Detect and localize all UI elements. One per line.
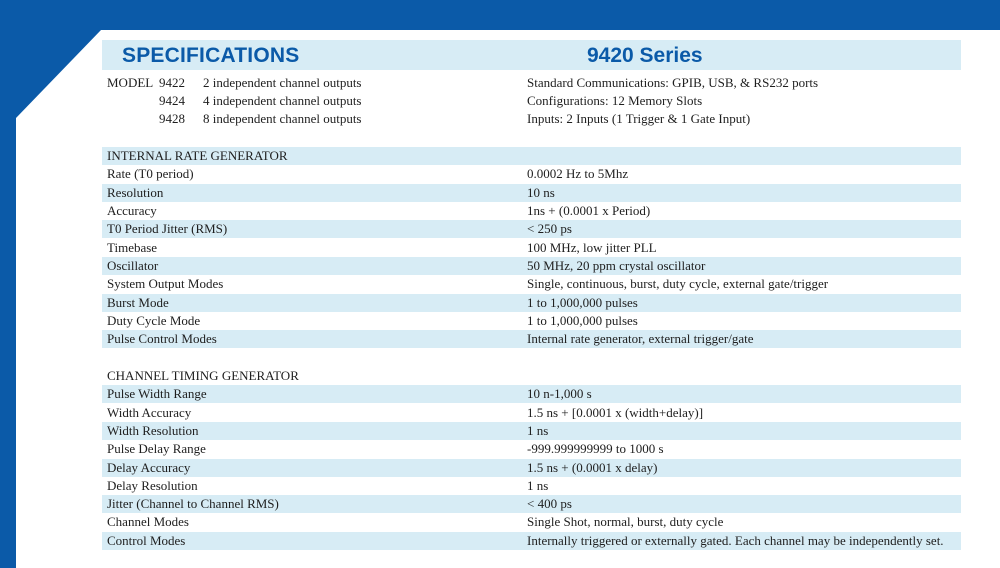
spec-value: Internal rate generator, external trigger/gate xyxy=(527,331,754,346)
model-number: 9422 xyxy=(159,75,185,90)
spec-label: Width Resolution xyxy=(107,423,199,438)
spec-label: Accuracy xyxy=(107,203,157,218)
spec-value: 100 MHz, low jitter PLL xyxy=(527,240,657,255)
section-heading-rate-generator xyxy=(102,147,961,165)
spec-value: 1 ns xyxy=(527,423,549,438)
spec-value: 1 to 1,000,000 pulses xyxy=(527,313,638,328)
model-number: 9424 xyxy=(159,93,185,108)
spec-row xyxy=(102,312,961,330)
spec-label: Duty Cycle Mode xyxy=(107,313,201,328)
spec-value: < 250 ps xyxy=(527,221,572,236)
spec-row xyxy=(102,330,961,348)
spec-row xyxy=(102,459,961,477)
spec-label: Width Accuracy xyxy=(107,405,192,420)
configurations-note: Configurations: 12 Memory Slots xyxy=(527,93,703,108)
spec-label: Rate (T0 period) xyxy=(107,166,194,181)
spec-value: 1 to 1,000,000 pulses xyxy=(527,295,638,310)
spec-row xyxy=(102,422,961,440)
spec-label: Resolution xyxy=(107,185,164,200)
spec-value: 10 ns xyxy=(527,185,555,200)
spec-row xyxy=(102,239,961,257)
section-heading-label: CHANNEL TIMING GENERATOR xyxy=(107,368,299,383)
page-title: SPECIFICATIONS xyxy=(122,44,300,67)
spec-row xyxy=(102,404,961,422)
spec-value: Internally triggered or externally gated. Each channel may be independently set. xyxy=(527,533,944,548)
spec-row xyxy=(102,294,961,312)
spec-label: Delay Resolution xyxy=(107,478,198,493)
spec-label: Pulse Width Range xyxy=(107,386,207,401)
spec-value: 10 n-1,000 s xyxy=(527,386,592,401)
spec-row xyxy=(102,165,961,183)
spec-value: 1ns + (0.0001 x Period) xyxy=(527,203,651,218)
spec-value: 1.5 ns + [0.0001 x (width+delay)] xyxy=(527,405,704,420)
spec-value: 50 MHz, 20 ppm crystal oscillator xyxy=(527,258,706,273)
spec-label: T0 Period Jitter (RMS) xyxy=(107,221,228,236)
spec-value: 0.0002 Hz to 5Mhz xyxy=(527,166,629,181)
series-title: 9420 Series xyxy=(587,44,703,67)
spec-label: Pulse Control Modes xyxy=(107,331,217,346)
spec-row xyxy=(102,275,961,293)
spec-row xyxy=(102,440,961,458)
spec-label: Timebase xyxy=(107,240,158,255)
spec-label: Delay Accuracy xyxy=(107,460,191,475)
spec-label: Control Modes xyxy=(107,533,186,548)
spec-value: -999.999999999 to 1000 s xyxy=(527,441,664,456)
spec-row xyxy=(102,513,961,531)
spec-label: Pulse Delay Range xyxy=(107,441,206,456)
spec-value: Single, continuous, burst, duty cycle, external gate/trigger xyxy=(527,276,829,291)
spec-label: Channel Modes xyxy=(107,514,189,529)
spec-value: < 400 ps xyxy=(527,496,572,511)
spec-row xyxy=(102,532,961,550)
spec-label: Jitter (Channel to Channel RMS) xyxy=(107,496,279,511)
model-description: 4 independent channel outputs xyxy=(203,93,362,108)
model-description: 8 independent channel outputs xyxy=(203,111,362,126)
spec-label: Burst Mode xyxy=(107,295,169,310)
spec-label: Oscillator xyxy=(107,258,159,273)
spec-row xyxy=(102,184,961,202)
spec-label: System Output Modes xyxy=(107,276,224,291)
spec-row xyxy=(102,220,961,238)
spec-row xyxy=(102,202,961,220)
spec-value: 1 ns xyxy=(527,478,549,493)
spec-value: Single Shot, normal, burst, duty cycle xyxy=(527,514,724,529)
spec-row xyxy=(102,477,961,495)
model-label: MODEL xyxy=(107,75,154,90)
spec-value: 1.5 ns + (0.0001 x delay) xyxy=(527,460,658,475)
spec-row xyxy=(102,257,961,275)
inputs-note: Inputs: 2 Inputs (1 Trigger & 1 Gate Input) xyxy=(527,111,751,126)
section-heading-timing-generator xyxy=(102,367,961,385)
section-heading-label: INTERNAL RATE GENERATOR xyxy=(107,148,288,163)
spec-row xyxy=(102,385,961,403)
model-description: 2 independent channel outputs xyxy=(203,75,362,90)
model-number: 9428 xyxy=(159,111,185,126)
communications-note: Standard Communications: GPIB, USB, & RS232 ports xyxy=(527,75,819,90)
spec-row xyxy=(102,495,961,513)
